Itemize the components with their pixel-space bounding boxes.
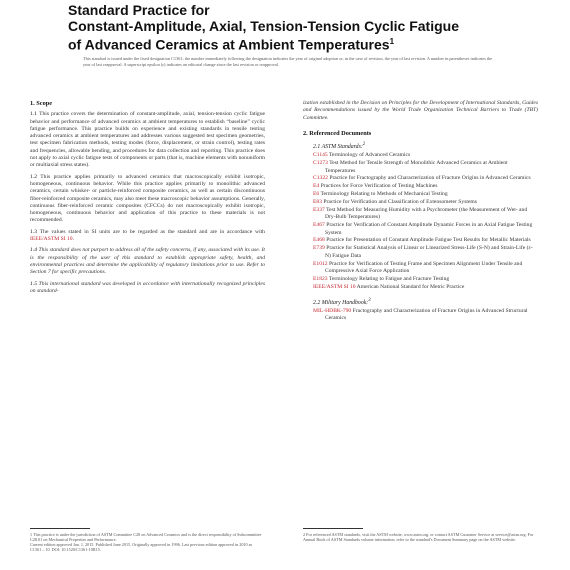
si10-link[interactable]: IEEE/ASTM SI 10 — [30, 236, 73, 243]
reference-item — [303, 261, 538, 276]
reference-item — [303, 276, 538, 283]
referenced-documents-heading: 2. Referenced Documents — [303, 129, 372, 137]
reference-item — [303, 245, 538, 260]
reference-title: Practice for Statistical Analysis of Linear or Linearized Stress-Life (S-N) and Strain-Life (ε-N) Fatigue Data — [325, 245, 533, 259]
reference-item — [303, 284, 538, 291]
scope-paragraph-1-2: 1.2 This practice applies primarily to advanced ceramics that macroscopically exhibit isotropic, homogeneous, continuous behavior. While this practice applies primarily to monolithic advanced ceramics, certain whisker- or particle-reinforced composite ceramics, as well as certain discontinuous fiber-reinforced composite ceramics, may also meet these macroscopic behavior assumptions. Generally, continuous fiber-reinforced ceramic composites (CFCCs) do not macroscopically exhibit isotropic, homogeneous, continuous behavior and application of this practice to these materials is not recommended. — [30, 173, 265, 224]
reference-item — [303, 183, 538, 190]
reference-title: Test Method for Tensile Strength of Monolithic Advanced Ceramics at Ambient Temperatures — [325, 160, 508, 174]
reference-title: Practice for Verification of Constant Amplitude Dynamic Forces in an Axial Fatigue Testing System — [325, 222, 533, 236]
scope-paragraph-1-4: 1.4 This standard does not purport to address all of the safety concerns, if any, associated with its use. It is the responsibility of the user of this standard to establish appropriate safety, health, and environmental practices and determine the applicability of regulatory limitations prior to use. Refer to Section 7 for specific precautions. — [30, 247, 265, 276]
reference-item — [303, 175, 538, 182]
reference-title: Practice for Verification and Classification of Extensometer Systems — [323, 199, 477, 206]
reference-item — [303, 152, 538, 159]
reference-item — [303, 191, 538, 198]
reference-link[interactable]: E4 — [313, 183, 320, 190]
reference-link[interactable]: C1145 — [313, 152, 328, 159]
reference-item — [303, 222, 538, 237]
reference-title: Fractography and Characterization of Fracture Origins in Advanced Structural Ceramics — [325, 308, 528, 322]
reference-title: American National Standard for Metric Practice — [356, 283, 465, 290]
reference-link[interactable]: E6 — [313, 191, 320, 198]
military-handbook-heading: 2.2 Military Handbook:$^3$ — [313, 297, 371, 306]
title-footnote-mark: 1 — [389, 37, 395, 46]
reference-item — [303, 308, 538, 323]
designation-notice: This standard is issued under the fixed designation C1361; the number immediately following the designation indicates the year of original adoption or, in the case of revision, the year of last revision. A number in parentheses indicates the year of last reapproval. A superscript epsilon (ε) indicates an editorial change since the last revision or reapproval. — [83, 56, 493, 67]
footnote-rule-left — [30, 528, 90, 529]
title-line-2: Constant-Amplitude, Axial, Tension-Tension Cyclic Fatigue — [68, 18, 459, 34]
reference-link[interactable]: E468 — [313, 237, 325, 244]
reference-link[interactable]: E1823 — [313, 275, 328, 282]
footnote-edition: Current edition approved Jan. 1, 2015. Published June 2015. Originally approved in 1996. Last previous edition approved in 2010 as C1361 – 10. DOI: 10.1520/C1361-10R15. — [30, 542, 253, 553]
reference-link[interactable]: IEEE/ASTM SI 10 — [313, 283, 356, 290]
reference-item — [303, 237, 538, 244]
scope-paragraph-1-5: 1.5 This international standard was developed in accordance with internationally recognized principles on standard- — [30, 280, 265, 294]
left-column — [30, 100, 265, 299]
scope-paragraph-1-5-continued: ization established in the Decision on Principles for the Development of International Standards, Guides and Recommendations issued by the World Trade Organization Technical Barriers to Trade (TBT) Committee. — [303, 100, 538, 121]
footnotes-left — [30, 532, 262, 552]
title-line-1: Standard Practice for — [68, 2, 210, 18]
reference-title: Terminology Relating to Fatigue and Fracture Testing — [328, 275, 450, 282]
military-handbook-list — [303, 308, 538, 323]
scope-heading: 1. Scope — [30, 100, 53, 107]
reference-link[interactable]: E467 — [313, 222, 325, 229]
footnote-rule-right — [303, 528, 363, 529]
reference-link[interactable]: C1273 — [313, 160, 328, 167]
astm-standards-heading: 2.1 ASTM Standards:$^2$ — [313, 142, 366, 151]
reference-title: Practices for Force Verification of Testing Machines — [320, 183, 438, 190]
scope-paragraph-1-3: 1.3 The values stated in SI units are to be regarded as the standard and are in accordance with IEEE/ASTM SI 10. — [30, 228, 265, 243]
reference-link[interactable]: E1012 — [313, 260, 328, 267]
footnotes-right — [303, 532, 535, 542]
footnote-1: 1 This practice is under the jurisdiction of ASTM Committee C28 on Advanced Ceramics and is the direct responsibility of Subcommittee C28.01 on Mechanical Properties and Performance. — [30, 532, 262, 543]
reference-title: Test Method for Measuring Humidity with a Psychrometer (the Measurement of Wet- and Dry-Bulb Temperatures) — [325, 207, 528, 221]
right-column — [303, 100, 538, 323]
reference-title: Terminology of Advanced Ceramics — [329, 152, 411, 159]
reference-link[interactable]: E739 — [313, 245, 325, 252]
astm-standards-list — [303, 152, 538, 290]
title-line-3: of Advanced Ceramics at Ambient Temperatures$^1$ — [68, 36, 395, 53]
reference-item — [303, 199, 538, 206]
reference-link[interactable]: C1322 — [313, 175, 328, 182]
reference-link[interactable]: E83 — [313, 199, 323, 206]
scope-paragraph-1-1: 1.1 This practice covers the determination of constant-amplitude, axial, tension-tension cyclic fatigue behavior and performance of advanced ceramics at ambient temperatures to establish “baseline” cyclic fatigue performance. This practice builds on experience and existing standards in tensile testing advanced ceramics at ambient temperatures and addresses various suggested test specimen geometries, test specimen fabrication methods, testing modes (force, displacement, or strain control), testing rates and frequencies, allowable bending, and procedures for data collection and reporting. This practice does not apply to axial cyclic fatigue tests of components or parts (that is, machine elements with nonuniform or multiaxial stress states). — [30, 111, 265, 169]
reference-title: Practice for Presentation of Constant Amplitude Fatigue Test Results for Metallic Materials — [326, 237, 531, 244]
reference-item — [303, 207, 538, 222]
reference-link[interactable]: E337 — [313, 207, 325, 214]
footnote-2: 2 For referenced ASTM standards, visit the ASTM website, www.astm.org, or contact ASTM Customer Service at service@astm.org. For Annual Book of ASTM Standards volume information, refer to the standard's Document Summary page on the ASTM website. — [303, 532, 534, 543]
reference-title: Practice for Fractography and Characterization of Fracture Origins in Advanced Ceramics — [329, 175, 531, 182]
document-title — [68, 2, 528, 53]
reference-link[interactable]: MIL-HDBK-790 — [313, 308, 352, 315]
reference-title: Practice for Verification of Testing Frame and Specimen Alignment Under Tensile and Compressive Axial Force Application — [325, 260, 523, 274]
reference-item — [303, 160, 538, 175]
reference-title: Terminology Relating to Methods of Mechanical Testing — [320, 191, 448, 198]
